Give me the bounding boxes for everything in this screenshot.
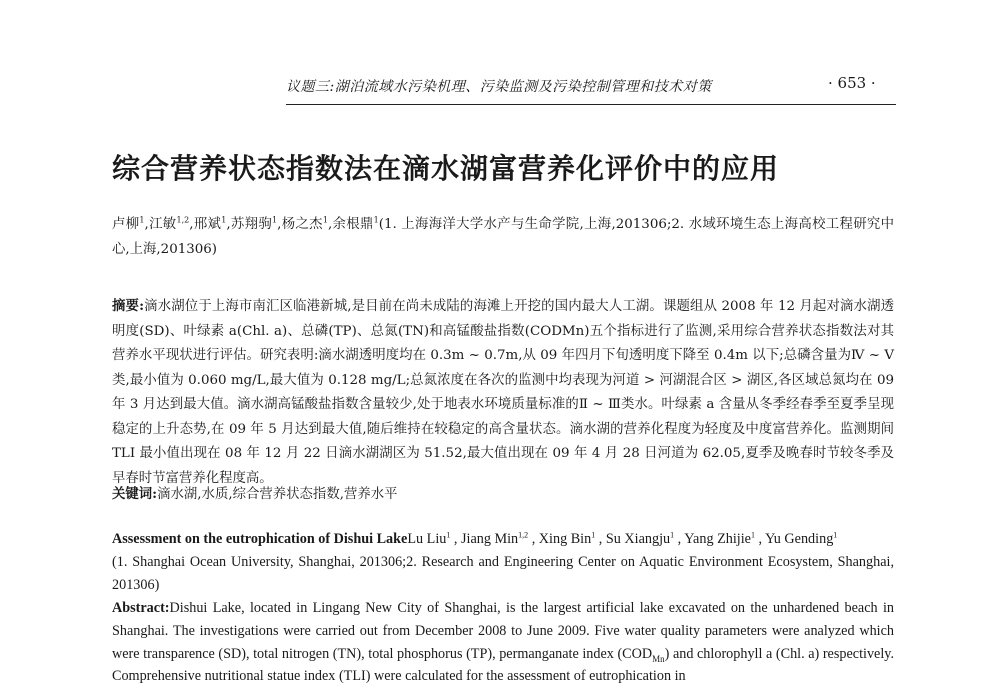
author-separator: ,	[277, 217, 282, 232]
author-affiliation-mark: 1,2	[176, 215, 190, 225]
abstract-cn-label: 摘要:	[112, 298, 145, 314]
author-name-en: Yang Zhijie	[684, 531, 751, 547]
keywords-cn-text: 滴水湖,水质,综合营养状态指数,营养水平	[157, 487, 398, 502]
author-list-en	[407, 531, 837, 547]
author-separator: ,	[189, 217, 194, 232]
author-separator: ,	[674, 531, 685, 547]
author-affiliation-mark: 1	[272, 215, 278, 225]
author-name-en: Su Xiangju	[605, 531, 671, 547]
keywords-cn	[112, 482, 894, 508]
author-name-cn: 苏翔驹	[230, 217, 273, 232]
author-separator: ,	[226, 217, 231, 232]
keywords-cn-label: 关键词:	[112, 486, 158, 502]
author-affiliation-mark: 1	[139, 215, 145, 225]
author-affiliation-mark: 1	[670, 530, 675, 540]
author-affiliation-mark: 1	[322, 215, 328, 225]
author-separator: ,	[450, 531, 461, 547]
abstract-cn-text: 滴水湖位于上海市南汇区临港新城,是目前在尚未成陆的海滩上开挖的国内最大人工湖。课题组从 2008 年 12 月起对滴水湖透明度(SD)、叶绿素 a(Chl. a)、总磷(TP)、总氮(TN)和高锰酸盐指数(CODMn)五个指标进行了监测,采用综合营养状态指数法对其营养水平现状进行评估。研究表明:滴水湖透明度均在 0.3m ~ 0.7m,从 09 年四月下旬透明度下降至 0.4m 以下;总磷含量为Ⅳ ~ Ⅴ类,最小值为 0.060 mg/L,最大值为 0.128 mg/L;总氮浓度在各次的监测中均表现为河道 > 河湖混合区 > 湖区,各区域总氮均在 09 年 3 月达到最大值。滴水湖高锰酸盐指数含量较少,处于地表水环境质量标准的Ⅱ ~ Ⅲ类水。叶绿素 a 含量从冬季经春季至夏季呈现稳定的上升态势,在 09 年 5 月达到最大值,随后维持在较稳定的高含量状态。滴水湖的营养化程度为轻度及中度富营养化。监测期间 TLI 最小值出现在 08 年 12 月 22 日滴水湖湖区为 51.52,最大值出现在 09 年 4 月 28 日河道为 62.05,夏季及晚春时节较冬季及早春时节富营养化程度高。	[112, 299, 894, 486]
author-list-cn	[112, 217, 379, 232]
author-affiliation-mark: 1	[591, 530, 596, 540]
author-affiliation-mark: 1	[833, 530, 838, 540]
author-separator: ,	[595, 531, 606, 547]
author-name-cn: 杨之杰	[281, 217, 323, 232]
cod-subscript: Mn	[652, 653, 665, 664]
author-affiliation-mark: 1	[373, 215, 379, 225]
affiliation-cn: (1. 上海海洋大学水产与生命学院,上海,201306;2. 水域环境生态上海高校工程研究中心,上海,201306)	[112, 217, 895, 257]
english-title-line	[112, 528, 902, 551]
author-separator: ,	[144, 217, 149, 232]
author-affiliation-mark: 1	[750, 530, 755, 540]
authors-cn	[112, 213, 894, 262]
author-name-cn: 江敏	[148, 217, 177, 232]
abstract-cn	[112, 294, 894, 491]
author-name-cn: 邢斌	[193, 217, 222, 232]
author-name-cn: 余根鼎	[332, 217, 374, 232]
author-separator: ,	[754, 531, 766, 547]
author-affiliation-mark: 1,2	[518, 530, 529, 540]
author-separator: ,	[528, 531, 539, 547]
english-abstract-text-2: ) and chlorophyll a (Chl. a) respectively. Comprehensive nutritional statue index (TLI) were calculated for the assessment of eutrophication in	[112, 645, 894, 685]
running-head: 议题三:湖泊流域水污染机理、污染监测及污染控制管理和技术对策	[286, 79, 712, 95]
author-affiliation-mark: 1	[446, 530, 451, 540]
author-name-en: Jiang Min	[461, 531, 519, 547]
author-separator: ,	[327, 217, 333, 232]
paper-title: 综合营养状态指数法在滴水湖富营养化评价中的应用	[112, 152, 780, 185]
english-affiliation: (1. Shanghai Ocean University, Shanghai, 201306;2. Research and Engineering Center on Aquatic Environment Ecosystem, Shanghai, 201306)	[112, 554, 894, 593]
author-affiliation-mark: 1	[221, 215, 227, 225]
english-title: Assessment on the eutrophication of Dishui Lake	[112, 531, 408, 547]
author-name-cn: 卢柳	[112, 217, 140, 232]
page-number: · 653 ·	[828, 74, 876, 92]
english-abstract	[112, 597, 894, 688]
english-abstract-text-1: Dishui Lake, located in Lingang New City of Shanghai, is the largest artificial lake excavated on the unhardened beach in Shanghai. The investigations were carried out from December 2008 to June 2009. Five water quality parameters were analyzed which were transparence (SD), total nitrogen (TN), total phosphorus (TP), permanganate index (COD	[112, 600, 894, 662]
author-name-en: Yu Gending	[765, 531, 834, 547]
author-name-en: Xing Bin	[538, 531, 592, 547]
author-name-en: Lu Liu	[407, 531, 447, 547]
english-abstract-label: Abstract:	[112, 600, 170, 616]
header-rule	[286, 104, 896, 105]
